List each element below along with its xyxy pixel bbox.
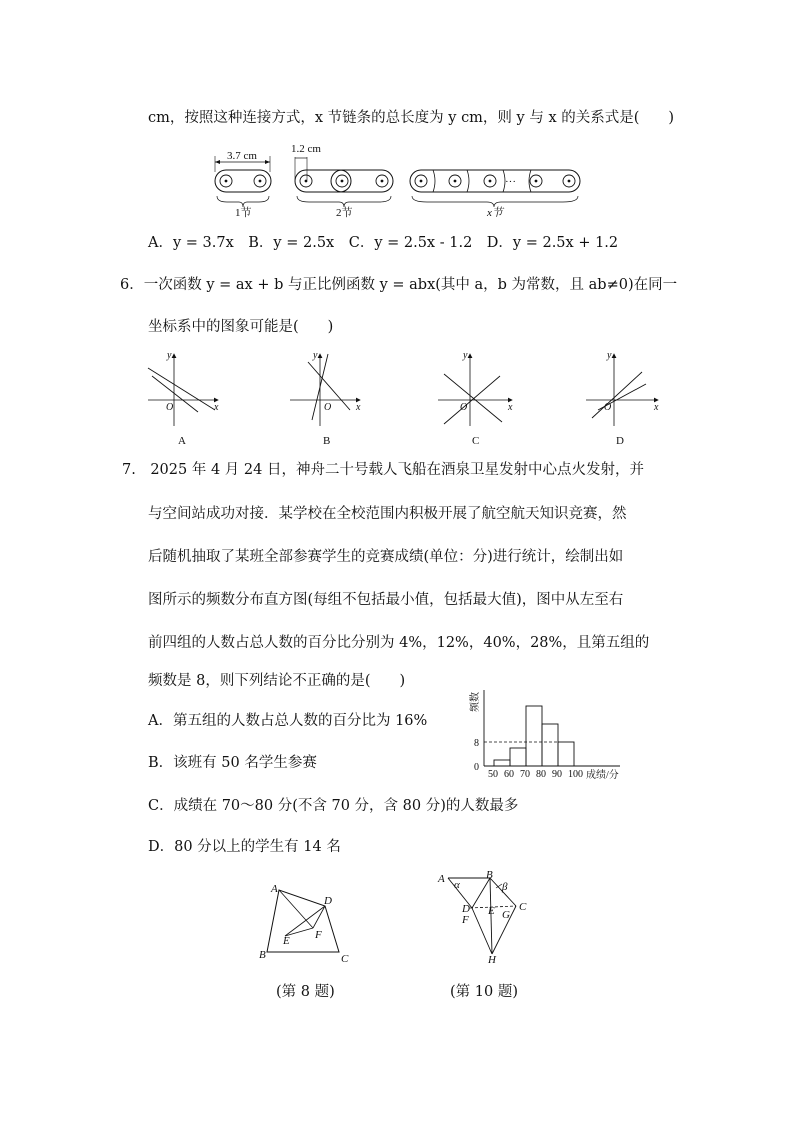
histogram-bar — [542, 724, 558, 766]
q7-option-d: D．80 分以上的学生有 14 名 — [148, 839, 341, 855]
graph-b — [290, 350, 361, 447]
histogram-x-tick: 70 — [520, 769, 530, 780]
chain-label-1: 1节 — [235, 207, 252, 219]
histogram-x-tick: 90 — [552, 769, 562, 780]
graph-d-o: O — [604, 402, 612, 413]
fig10-c: C — [519, 901, 527, 913]
q7-option-c: C．成绩在 70～80 分(不含 70 分，含 80 分)的人数最多 — [148, 798, 519, 814]
fig8-b: B — [259, 949, 266, 961]
chain-dots: ··· — [505, 176, 516, 188]
graph-a — [148, 350, 219, 447]
histogram-bar — [510, 748, 526, 766]
histogram-x-tick: 60 — [504, 769, 514, 780]
fig10-beta: β — [502, 881, 508, 893]
q7-option-a: A．第五组的人数占总人数的百分比为 16% — [148, 713, 428, 729]
histogram-x-tick: 80 — [536, 769, 546, 780]
q6-text-line-1: 6．一次函数 y = ax + b 与正比例函数 y = abx(其中 a，b 为常数，且 ab≠0)在同一 — [120, 277, 678, 293]
histogram-chart — [458, 686, 648, 786]
figure-10 — [432, 868, 552, 968]
histogram-bar — [494, 760, 510, 766]
fig10-h: H — [488, 954, 496, 966]
fig10-f: F — [462, 914, 469, 926]
chain-label-2: 2节 — [336, 207, 353, 219]
fig8-d: D — [324, 895, 332, 907]
figure-8-caption: (第 8 题) — [276, 984, 335, 1000]
graph-b-y: y — [313, 350, 318, 361]
q7-text-line-4: 图所示的频数分布直方图(每组不包括最小值，包括最大值)，图中从左至右 — [148, 592, 624, 608]
q7-text-line-1: 7. 2025 年 4 月 24 日，神舟二十号载人飞船在酒泉卫星发射中心点火发射，并 — [122, 462, 644, 478]
graph-a-x: x — [214, 402, 219, 413]
graph-c — [438, 350, 513, 447]
q7-text-line-3: 后随机抽取了某班全部参赛学生的竞赛成绩(单位：分)进行统计，绘制出如 — [148, 549, 624, 565]
chain-label-x: x节 — [487, 207, 503, 219]
graph-b-x: x — [356, 402, 361, 413]
graph-b-label: B — [323, 435, 331, 447]
chain-len-2: 1.2 cm — [291, 143, 321, 155]
chain-len-1: 3.7 cm — [227, 150, 257, 162]
q6-graphs — [140, 348, 660, 448]
q5-options: A．y = 3.7x B．y = 2.5x C．y = 2.5x - 1.2 D．y = 2.5x + 1.2 — [148, 235, 619, 251]
fig10-a: A — [438, 873, 445, 885]
histogram-ylabel: 频数 — [470, 692, 481, 712]
histogram-y-tick: 8 — [474, 738, 479, 749]
fig10-b: B — [486, 869, 493, 881]
q7-text-line-6: 频数是 8，则下列结论不正确的是( ) — [148, 673, 406, 689]
fig8-a: A — [271, 883, 278, 895]
histogram-x-tick: 100 — [568, 769, 583, 780]
histogram-bar — [526, 706, 542, 766]
q7-text-line-2: 与空间站成功对接．某学校在全校范围内积极开展了航空航天知识竞赛，然 — [148, 506, 627, 522]
figure-10-caption: (第 10 题) — [450, 984, 518, 1000]
graph-a-y: y — [167, 350, 172, 361]
q6-text-line-2: 坐标系中的图象可能是( ) — [148, 319, 334, 335]
fig10-g: G — [502, 909, 510, 921]
fig8-f: F — [315, 929, 322, 941]
graph-c-y: y — [463, 350, 468, 361]
graph-d-y: y — [607, 350, 612, 361]
histogram-bar — [558, 742, 574, 766]
graph-c-o: O — [460, 402, 468, 413]
figure-8 — [257, 880, 367, 980]
q7-text-line-5: 前四组的人数占总人数的百分比分别为 4%，12%，40%，28%，且第五组的 — [148, 635, 650, 651]
graph-a-o: O — [166, 402, 174, 413]
graph-c-x: x — [508, 402, 513, 413]
q7-option-b: B．该班有 50 名学生参赛 — [148, 755, 317, 771]
graph-c-label: C — [472, 435, 480, 447]
graph-a-label: A — [178, 435, 186, 447]
graph-b-o: O — [324, 402, 332, 413]
histogram-y-tick: 0 — [474, 762, 479, 773]
fig8-e: E — [283, 935, 290, 947]
graph-d-label: D — [616, 435, 624, 447]
fig10-e: E — [488, 905, 495, 917]
histogram-x-tick: 50 — [488, 769, 498, 780]
fig10-d: D — [462, 903, 470, 915]
histogram-xlabel: 成绩/分 — [586, 770, 619, 781]
fig10-alpha: α — [454, 879, 460, 891]
graph-d — [586, 350, 659, 447]
fig8-c: C — [341, 953, 349, 965]
chain-figure — [205, 140, 585, 220]
q5-text-line: cm，按照这种连接方式，x 节链条的总长度为 y cm，则 y 与 x 的关系式是( ) — [148, 110, 675, 126]
graph-d-x: x — [654, 402, 659, 413]
